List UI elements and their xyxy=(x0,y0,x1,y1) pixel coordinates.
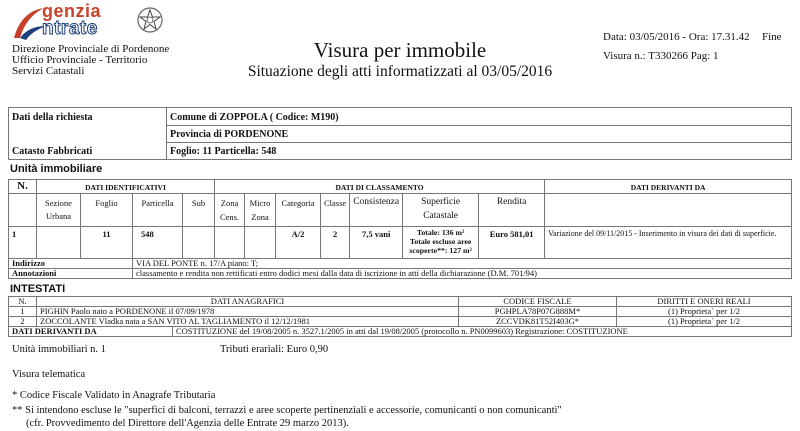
col-micro-zona: Zona xyxy=(251,212,269,222)
unit-foglio: 11 xyxy=(81,227,133,259)
unit-classe: 2 xyxy=(321,227,350,259)
office-line-3: Servizi Catastali xyxy=(12,65,85,77)
col-header-n: N. xyxy=(9,180,37,194)
col-consistenza: Consistenza xyxy=(350,194,403,227)
annotazioni-label: Annotazioni xyxy=(9,269,133,279)
owner-cf: ZCCVDK81T52I403G* xyxy=(459,317,617,327)
note-provvedimento: (cfr. Provvedimento del Direttore dell'Agenzia delle Entrate 29 marzo 2013). xyxy=(26,418,349,429)
col-zona: Zona xyxy=(220,198,239,208)
unit-sup-totale: Totale: 136 m² xyxy=(416,228,465,237)
col-categoria: Categoria xyxy=(276,194,321,227)
request-foglio: Foglio: 11 Particella: 548 xyxy=(167,143,792,160)
owner-name: ZOCCOLANTE Vladka nata a SAN VITO AL TAGLIAMENTO il 12/12/1981 xyxy=(37,317,459,327)
col-sezione: Sezione xyxy=(45,198,72,208)
end-mark: Fine xyxy=(762,31,782,43)
page-title: Visura per immobile xyxy=(313,38,487,62)
col-micro: Micro xyxy=(249,198,271,208)
unit-n: 1 xyxy=(9,227,37,259)
owners-section-title: INTESTATI xyxy=(10,283,66,295)
owner-n: 2 xyxy=(9,317,37,327)
units-section-title: Unità immobiliare xyxy=(10,163,103,175)
office-line-1: Direzione Provinciale di Pordenone xyxy=(12,43,170,55)
indirizzo-label: Indirizzo xyxy=(9,259,133,269)
col-header-derivanti: DATI DERIVANTI DA xyxy=(545,180,792,194)
tributi-erariali: Tributi erariali: Euro 0,90 xyxy=(220,344,329,355)
units-table xyxy=(8,179,792,279)
col-cens: Cens. xyxy=(219,212,240,222)
col-header-identificativi: DATI IDENTIFICATIVI xyxy=(37,180,215,194)
request-label: Dati della richiesta xyxy=(9,108,167,126)
owners-table xyxy=(8,296,792,337)
office-line-2: Ufficio Provinciale - Territorio xyxy=(12,54,148,66)
indirizzo-value: VIA DEL PONTE n. 17/A piano: T; xyxy=(133,259,792,269)
unit-sup-escluse: Totale escluse aree scoperte**: 127 m² xyxy=(409,237,472,255)
page-subtitle: Situazione degli atti informatizzati al 03/05/2016 xyxy=(247,63,553,80)
catasto-label: Catasto Fabbricati xyxy=(9,143,167,160)
table-row xyxy=(9,307,792,317)
owners-col-anagrafici: DATI ANAGRAFICI xyxy=(37,297,459,307)
owner-diritti: (1) Proprieta` per 1/2 xyxy=(617,307,792,317)
col-rendita: Rendita xyxy=(479,194,545,227)
owners-col-n: N. xyxy=(9,297,37,307)
col-header-classamento: DATI DI CLASSAMENTO xyxy=(215,180,545,194)
visura-number: Visura n.: T330266 Pag: 1 xyxy=(603,50,719,62)
note-codice-fiscale: * Codice Fiscale Validato in Anagrafe Tributaria xyxy=(12,390,216,401)
owner-n: 1 xyxy=(9,307,37,317)
request-table xyxy=(8,107,792,160)
owner-cf: PGHPLA78P07G888M* xyxy=(459,307,617,317)
note-superfici: ** Si intendono escluse le "superfici di balconi, terrazzi e aree scoperte pertinenziali e accessorie, comunicanti o non comunicanti" xyxy=(12,405,562,416)
col-superficie: Superficie xyxy=(421,197,461,207)
col-particella: Particella xyxy=(133,194,183,227)
unit-particella: 548 xyxy=(133,227,183,259)
owners-derivanti-value: COSTITUZIONE del 19/08/2005 n. 3527.1/2005 in atti dal 19/08/2005 (protocollo n. PN0099603) Registrazione: COSTITUZIONE xyxy=(173,327,792,337)
visura-telematica: Visura telematica xyxy=(12,369,86,380)
col-catastale: Catastale xyxy=(423,211,459,221)
owner-diritti: (1) Proprieta` per 1/2 xyxy=(617,317,792,327)
unit-rendita: Euro 581,01 xyxy=(479,227,545,259)
col-classe: Classe xyxy=(321,194,350,227)
unit-derivanti: Variazione del 09/11/2015 - Inserimento in visura dei dati di superficie. xyxy=(545,227,792,259)
logo-line-1: genzia xyxy=(42,1,102,21)
unit-consistenza: 7,5 vani xyxy=(350,227,403,259)
owners-col-codice: CODICE FISCALE xyxy=(459,297,617,307)
unita-count: Unità immobiliari n. 1 xyxy=(12,344,106,355)
col-sub: Sub xyxy=(183,194,215,227)
annotazioni-value: classamento e rendita non rettificati entro dodici mesi dalla data di iscrizione in atti della dichiarazione (D.M. 701/94) xyxy=(133,269,792,279)
logo-line-2: ntrate xyxy=(42,18,98,39)
italian-republic-emblem-icon xyxy=(136,5,164,35)
owners-derivanti-label: DATI DERIVANTI DA xyxy=(9,327,173,337)
date-time: Data: 03/05/2016 - Ora: 17.31.42 xyxy=(603,31,750,43)
request-comune: Comune di ZOPPOLA ( Codice: M190) xyxy=(167,108,792,126)
col-urbana: Urbana xyxy=(45,211,71,221)
request-provincia: Provincia di PORDENONE xyxy=(167,126,792,143)
owner-name: PIGHIN Paolo nato a PORDENONE il 07/09/1978 xyxy=(37,307,459,317)
table-row xyxy=(9,317,792,327)
unit-categoria: A/2 xyxy=(276,227,321,259)
owners-col-diritti: DIRITTI E ONERI REALI xyxy=(617,297,792,307)
col-foglio: Foglio xyxy=(81,194,133,227)
